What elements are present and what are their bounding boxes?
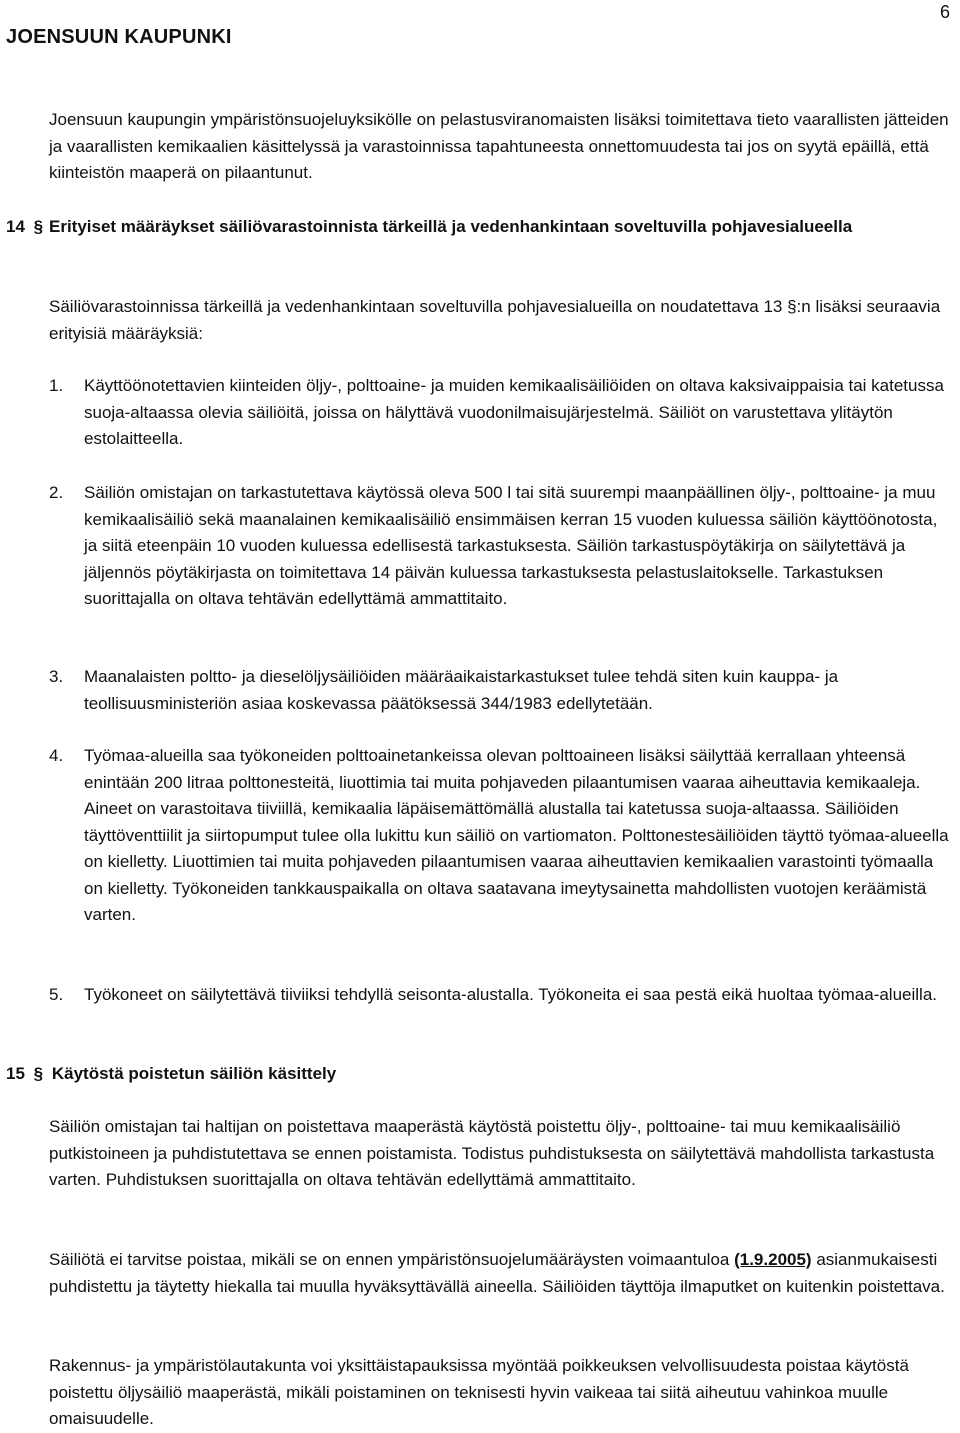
section-symbol: § [33, 1064, 44, 1083]
list-item-number: 4. [49, 746, 64, 765]
list-item-text: Työmaa-alueilla saa työkoneiden polttoainetankeissa olevan polttoaineen lisäksi säilyttää kerrallaan yhteensä enintään 200 litraa polttonesteitä, liuottimia tai muita pohjaveden pilaantumisen vaaraa aiheuttavia kemikaaleja. Aineet on varastoitava tiiviillä, kemikaalia läpäisemättömällä alustalla tai katetussa suoja-altaassa. Säiliöiden täyttöventtiilit ja siirtopumput tulee olla lukittu kun säiliö on vartiomaton. Polttonestesäiliöiden täyttö työmaa-alueella on kielletty. Liuottimien tai muita pohjaveden pilaantumisen vaaraa aiheuttavien kemikaalien varastointi työmaalla on kielletty. Työkoneiden tankkauspaikalla on oltava saatavana imeytysainetta mahdollisten vuotojen keräämistä varten. [84, 746, 949, 924]
list-item [49, 982, 953, 1009]
section-15-title: Käytöstä poistetun säiliön käsittely [51, 1064, 337, 1083]
list-item [49, 373, 953, 453]
intro-paragraph [49, 107, 953, 187]
list-item-text: Maanalaisten poltto- ja dieselöljysäiliöiden määräaikaistarkastukset tulee tehdä siten kuin kauppa- ja teollisuusministeriön asiaa koskevassa päätöksessä 344/1983 edellytetään. [84, 667, 839, 713]
section-15-paragraph-3 [49, 1353, 953, 1433]
list-item [49, 743, 953, 929]
section-15-paragraph-1 [49, 1114, 953, 1194]
document-header-title: JOENSUUN KAUPUNKI [6, 26, 232, 48]
section-number: 14 [6, 217, 25, 236]
section-15-para2-text [49, 1247, 953, 1300]
section-symbol: § [33, 217, 44, 236]
list-item-text: Työkoneet on säilytettävä tiiviiksi tehdyllä seisonta-alustalla. Työkoneita ei saa pestä eikä huoltaa työmaa-alueilla. [84, 985, 938, 1004]
section-14-title: Erityiset määräykset säiliövarastoinnista tärkeillä ja vedenhankintaan soveltuvilla pohjavesialueella [49, 217, 853, 236]
section-number: 15 [6, 1064, 25, 1083]
section-15-paragraph-2 [49, 1247, 953, 1300]
list-item-text: Käyttöönotettavien kiinteiden öljy-, polttoaine- ja muiden kemikaalisäiliöiden on oltava kaksivaippaisia tai katetussa suoja-altaassa olevia säiliöitä, joissa on hälyttävä vuodonilmaisujärjestelmä. Säiliöt on varustettava ylitäytön estolaitteella. [84, 376, 944, 448]
list-item-text: Säiliön omistajan on tarkastutettava käytössä oleva 500 l tai sitä suurempi maanpäällinen öljy-, polttoaine- ja muu kemikaalisäiliö sekä maanalainen kemikaalisäiliö ensimmäisen kerran 15 vuoden kuluessa säiliön käyttöönotosta, ja siitä eteenpäin 10 vuoden kuluessa edellisestä tarkastuksesta. Säiliön tarkastuspöytäkirja on säilytettävä ja jäljennös pöytäkirjasta on toimitettava 14 päivän kuluessa tarkastuksesta pelastuslaitokselle. Tarkastuksen suorittajalla on oltava tehtävän edellyttämä ammattitaito. [84, 483, 938, 608]
section-14-number [6, 214, 47, 241]
section-15-para1-text: Säiliön omistajan tai haltijan on poistettava maaperästä käytöstä poistettu öljy-, polttoaine- tai muu kemikaalisäiliö putkistoineen ja puhdistutettava se ennen poistamista. Todistus puhdistuksesta on säilytettävä mahdollista tarkastusta varten. Puhdistuksen suorittajalla on oltava tehtävän edellyttämä ammattitaito. [49, 1117, 935, 1189]
para2-after: asianmukaisesti puhdistettu ja täytetty hiekalla tai muulla hyväksyttävällä aineella. Säiliöiden täyttöja ilmaputket on kuitenkin poistettava. [49, 1250, 945, 1296]
list-item-number: 2. [49, 483, 64, 502]
section-14-heading [6, 214, 946, 241]
page-number: 6 [939, 2, 950, 22]
section-14-lead [49, 294, 953, 347]
section-15-para3-text: Rakennus- ja ympäristölautakunta voi yksittäistapauksissa myöntää poikkeuksen velvollisuudesta poistaa käytöstä poistettu öljysäiliö maaperästä, mikäli poistaminen on teknisesti hyvin vaikeaa tai siitä aiheutuu vahinkoa muulle omaisuudelle. [49, 1356, 909, 1428]
intro-text: Joensuun kaupungin ympäristönsuojeluyksikölle on pelastusviranomaisten lisäksi toimitettava tieto vaarallisten jätteiden ja vaarallisten kemikaalien käsittelyssä ja varastoinnissa tapahtuneesta onnettomuudesta tai jos on syytä epäillä, että kiinteistön maaperä on pilaantunut. [49, 110, 949, 182]
section-14-lead-text: Säiliövarastoinnissa tärkeillä ja vedenhankintaan soveltuvilla pohjavesialueilla on noudatettava 13 §:n lisäksi seuraavia erityisiä määräyksiä: [49, 297, 941, 343]
list-item-number: 5. [49, 985, 64, 1004]
para2-before: Säiliötä ei tarvitse poistaa, mikäli se on ennen ympäristönsuojelumääräysten voimaantuloa [49, 1250, 735, 1269]
effective-date: (1.9.2005) [734, 1250, 812, 1269]
list-item-number: 3. [49, 667, 64, 686]
list-item [49, 664, 953, 717]
list-item [49, 480, 953, 613]
section-15-heading [6, 1061, 946, 1088]
list-item-number: 1. [49, 376, 64, 395]
